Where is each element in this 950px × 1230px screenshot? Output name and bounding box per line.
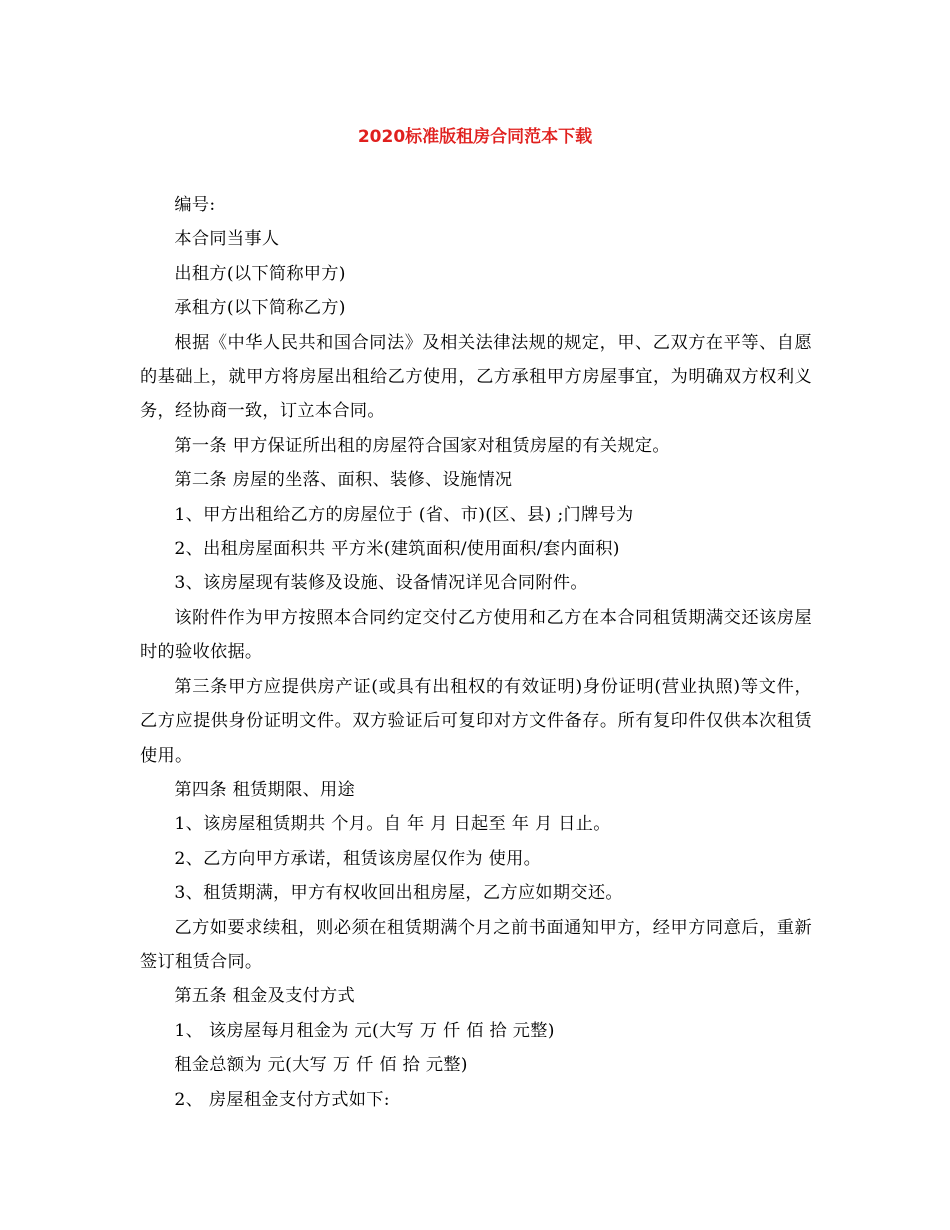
paragraph-lessee: 承租方(以下简称乙方) [174, 298, 346, 319]
paragraph-article-4-item-1: 1、该房屋租赁期共 个月。自 年 月 日起至 年 月 日止。 [174, 814, 611, 835]
paragraph-total-rent: 租金总额为 元(大写 万 仟 佰 拾 元整) [174, 1055, 468, 1076]
paragraph-renewal: 乙方如要求续租，则必须在租赁期满个月之前书面通知甲方，经甲方同意后，重新签订租赁合同。 [140, 917, 812, 972]
document-title: 2020标准版租房合同范本下载 [357, 127, 593, 147]
paragraph-article-2-item-2: 2、出租房屋面积共 平方米(建筑面积/使用面积/套内面积) [174, 539, 620, 560]
paragraph-article-5-item-2: 2、 房屋租金支付方式如下: [174, 1089, 390, 1110]
paragraph-article-5: 第五条 租金及支付方式 [174, 986, 356, 1007]
paragraph-attachment-note: 该附件作为甲方按照本合同约定交付乙方使用和乙方在本合同租赁期满交还该房屋时的验收依据。 [140, 607, 812, 663]
paragraph-article-4-item-3: 3、租赁期满，甲方有权收回出租房屋，乙方应如期交还。 [174, 883, 623, 904]
paragraph-article-2-item-3: 3、该房屋现有装修及设施、设备情况详见合同附件。 [174, 573, 588, 594]
paragraph-article-3: 第三条甲方应提供房产证(或具有出租权的有效证明)身份证明(营业执照)等文件，乙方应提供身份证明文件。双方验证后可复印对方文件备存。所有复印件仅供本次租赁使用。 [140, 676, 812, 766]
paragraph-article-1: 第一条 甲方保证所出租的房屋符合国家对租赁房屋的有关规定。 [174, 435, 670, 456]
paragraph-article-2: 第二条 房屋的坐落、面积、装修、设施情况 [174, 470, 513, 491]
paragraph-article-4-item-2: 2、乙方向甲方承诺，租赁该房屋仅作为 使用。 [174, 848, 542, 869]
paragraph-contract-number: 编号: [174, 195, 216, 215]
paragraph-parties: 本合同当事人 [174, 229, 280, 250]
paragraph-lessor: 出租方(以下简称甲方) [174, 263, 346, 284]
document-body [140, 188, 812, 1117]
paragraph-article-5-item-1: 1、 该房屋每月租金为 元(大写 万 仟 佰 拾 元整) [174, 1020, 555, 1041]
paragraph-article-2-item-1: 1、甲方出租给乙方的房屋位于 (省、市)(区、县) ;门牌号为 [174, 504, 634, 525]
paragraph-article-4: 第四条 租赁期限、用途 [174, 779, 356, 800]
paragraph-preamble: 根据《中华人民共和国合同法》及相关法律法规的规定，甲、乙双方在平等、自愿的基础上，就甲方将房屋出租给乙方使用，乙方承租甲方房屋事宜，为明确双方权利义务，经协商一致，订立本合同。 [140, 332, 812, 422]
